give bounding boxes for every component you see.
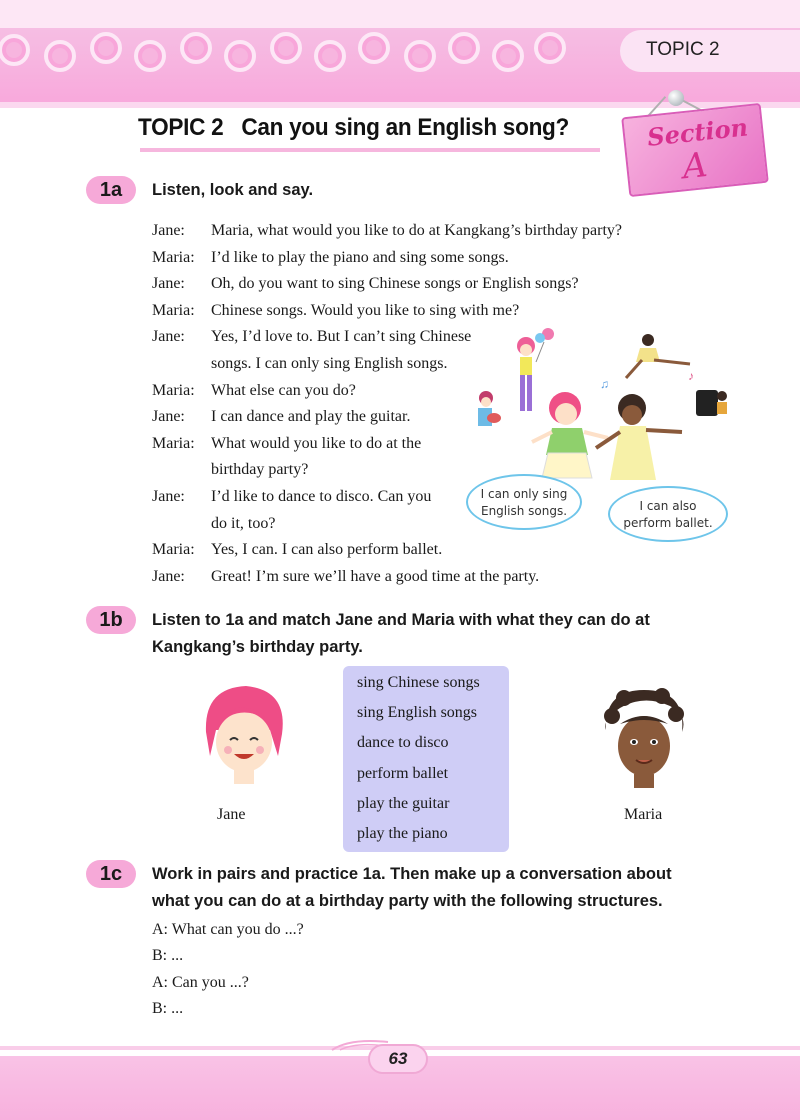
line-text: do it, too? xyxy=(211,514,276,532)
section-sign-letter: A xyxy=(680,144,710,188)
pattern-line: B: ... xyxy=(152,1000,184,1017)
page-number: 63 xyxy=(368,1044,428,1074)
dialogue-line xyxy=(152,271,712,298)
jane-portrait-image xyxy=(196,682,292,786)
page-title: TOPIC 2 Can you sing an English song? xyxy=(138,114,570,141)
instruction-line: what you can do at a birthday party with the following structures. xyxy=(152,892,663,910)
instruction-1b xyxy=(152,607,650,661)
line-text: Maria, what would you like to do at Kangkang’s birthday party? xyxy=(211,222,623,239)
speaker: Maria: xyxy=(152,381,195,399)
line-text: Great! I’m sure we’ll have a good time at the party. xyxy=(211,567,540,585)
maria-label: Maria xyxy=(624,806,663,823)
topic-tab-label: TOPIC 2 xyxy=(646,39,720,60)
speech-bubble-jane xyxy=(466,474,582,530)
line-text: songs. I can only sing English songs. xyxy=(211,354,448,372)
dialogue-line xyxy=(152,245,712,272)
maria-portrait-image xyxy=(598,686,690,790)
svg-text:♫: ♫ xyxy=(600,377,609,391)
instruction-line: Kangkang’s birthday party. xyxy=(152,638,363,656)
line-text: What would you like to do at the xyxy=(211,434,422,452)
section-sign xyxy=(621,103,769,197)
dialogue-line xyxy=(152,218,712,245)
speaker: Maria: xyxy=(152,541,195,559)
dialogue-line xyxy=(152,564,712,591)
bubble-line: perform ballet. xyxy=(623,516,713,530)
pattern-line: A: What can you do ...? xyxy=(152,921,304,938)
instruction-line: Work in pairs and practice 1a. Then make up a conversation about xyxy=(152,865,672,883)
option-item: perform ballet xyxy=(357,765,449,782)
section-sign-word: Section xyxy=(645,112,750,152)
option-item: sing English songs xyxy=(357,704,478,721)
line-text: I’d like to dance to disco. Can you xyxy=(211,487,432,505)
speaker: Maria: xyxy=(152,248,195,266)
badge-1b: 1b xyxy=(86,606,136,634)
bubble-line: I can only sing xyxy=(480,487,568,501)
speaker: Jane: xyxy=(152,275,185,293)
line-text: Yes, I can. I can also perform ballet. xyxy=(211,541,443,559)
activity-options-box xyxy=(343,666,509,852)
pattern-line: A: Can you ...? xyxy=(152,974,249,991)
option-item: play the guitar xyxy=(357,795,450,812)
badge-1a: 1a xyxy=(86,176,136,204)
speaker: Jane: xyxy=(152,487,185,505)
speech-bubble-maria xyxy=(608,486,728,542)
speaker: Maria: xyxy=(152,434,195,452)
title-underline xyxy=(140,148,600,152)
instruction-1c xyxy=(152,861,672,915)
option-item: dance to disco xyxy=(357,734,449,751)
line-text: Oh, do you want to sing Chinese songs or English songs? xyxy=(211,275,579,293)
line-text: I can dance and play the guitar. xyxy=(211,408,411,426)
svg-text:♪: ♪ xyxy=(688,369,694,383)
bubble-line: English songs. xyxy=(480,504,568,518)
line-text: Yes, I’d love to. But I can’t sing Chinese xyxy=(211,328,472,346)
topic-tab xyxy=(620,30,800,72)
badge-1c: 1c xyxy=(86,860,136,888)
jane-label: Jane xyxy=(217,806,246,823)
speaker: Maria: xyxy=(152,301,195,319)
instruction-line: Listen to 1a and match Jane and Maria with what they can do at xyxy=(152,611,650,629)
bubble-line: I can also xyxy=(639,499,697,513)
speaker: Jane: xyxy=(152,222,185,239)
line-text: I’d like to play the piano and sing some songs. xyxy=(211,248,509,266)
speaker: Jane: xyxy=(152,567,185,585)
pin-icon xyxy=(668,90,684,106)
header-band-top xyxy=(0,0,800,28)
line-text: Chinese songs. Would you like to sing with me? xyxy=(211,301,520,319)
line-text: birthday party? xyxy=(211,461,309,479)
instruction-1a: Listen, look and say. xyxy=(152,181,314,199)
option-item: sing Chinese songs xyxy=(357,674,480,691)
option-item: play the piano xyxy=(357,825,448,842)
speaker: Jane: xyxy=(152,328,185,346)
speaker: Jane: xyxy=(152,408,185,426)
line-text: What else can you do? xyxy=(211,381,356,399)
pattern-line: B: ... xyxy=(152,947,184,964)
